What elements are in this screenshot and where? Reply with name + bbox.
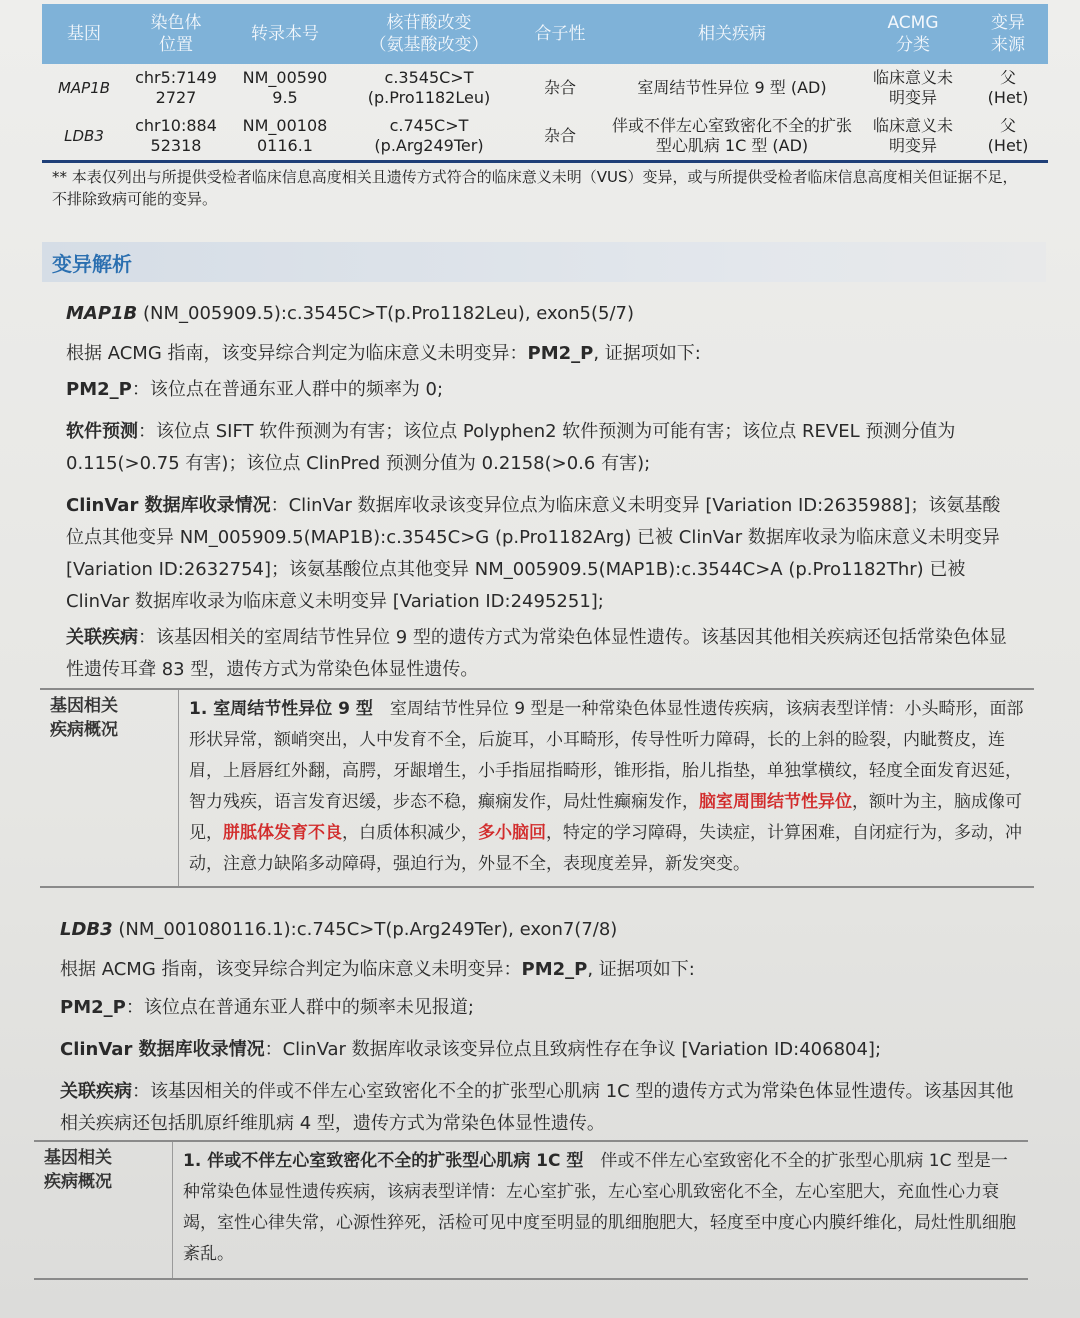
header-nucleotide-change: 核苷酸改变 （氨基酸改变） xyxy=(344,4,514,64)
cell-transcript: NM_00590 9.5 xyxy=(242,68,328,107)
table-footnote: ** 本表仅列出与所提供受检者临床信息高度相关且遗传方式符合的临床意义未明（VUS）变异，或与所提供受检者临床信息高度相关但证据不足，不排除致病可能的变异。 xyxy=(52,168,1018,208)
variant-1-clinvar xyxy=(66,490,1016,618)
cell-disease: 伴或不伴左心室致密化不全的扩张 型心肌病 1C 型 (AD) xyxy=(606,112,858,162)
disease-text: ，额叶为主，脑成像可见， xyxy=(189,792,1022,843)
table-row xyxy=(42,112,1048,162)
pm2-label: PM2_P xyxy=(66,379,132,400)
variant-2-title xyxy=(60,914,1020,946)
assoc-text: ：该基因相关的伴或不伴左心室致密化不全的扩张型心肌病 1C 型的遗传方式为常染色体显性遗传。该基因其他相关疾病还包括肌原纤维肌病 4 型，遗传方式为常染色体显性遗传。 xyxy=(60,1081,1014,1134)
assoc-text: ：该基因相关的室周结节性异位 9 型的遗传方式为常染色体显性遗传。该基因其他相关疾病还包括常染色体显性遗传耳聋 83 型，遗传方式为常染色体显性遗传。 xyxy=(66,627,1007,680)
assoc-label: 关联疾病 xyxy=(60,1081,132,1102)
highlight-text: 胼胝体发育不良 xyxy=(223,823,342,843)
cell-position: chr5:7149 2727 xyxy=(135,68,217,107)
variant-2-acmg xyxy=(60,954,1020,986)
clinvar-text: ：ClinVar 数据库收录该变异位点且致病性存在争议 [Variation ID:406804]; xyxy=(264,1039,882,1060)
disease-title: 1. 室周结节性异位 9 型 xyxy=(189,699,373,719)
header-disease: 相关疾病 xyxy=(606,4,858,64)
acmg-code: PM2_P xyxy=(527,343,594,364)
section-title: 变异解析 xyxy=(52,252,132,276)
variant-1-acmg xyxy=(66,338,1026,370)
variant-table xyxy=(42,4,1048,163)
cell-transcript: NM_00108 0116.1 xyxy=(226,112,344,162)
disease-box-label: 基因相关 疾病概况 xyxy=(50,696,118,740)
variant-1-title xyxy=(66,298,1026,330)
section-header xyxy=(42,242,1046,282)
cell-disease: 室周结节性异位 9 型 (AD) xyxy=(637,78,827,97)
table-row xyxy=(42,64,1048,112)
pm2-text: ：该位点在普通东亚人群中的频率为 0; xyxy=(131,379,444,400)
cell-acmg: 临床意义未 明变异 xyxy=(858,112,968,162)
variant-1-gene: MAP1B xyxy=(66,303,138,324)
variant-2-hgvs: (NM_001080116.1):c.745C>T(p.Arg249Ter), exon7(7/8) xyxy=(112,919,618,940)
variant-1-pm2 xyxy=(66,374,1026,406)
pm2-text: ：该位点在普通东亚人群中的频率未见报道; xyxy=(125,997,474,1018)
disease-title: 1. 伴或不伴左心室致密化不全的扩张型心肌病 1C 型 xyxy=(183,1151,584,1171)
software-label: 软件预测 xyxy=(66,421,138,442)
clinvar-label: ClinVar 数据库收录情况 xyxy=(66,495,271,516)
cell-zygosity: 杂合 xyxy=(514,112,606,162)
header-origin: 变异 来源 xyxy=(968,4,1048,64)
variant-2-clinvar xyxy=(60,1034,1020,1066)
header-zygosity: 合子性 xyxy=(514,4,606,64)
variant-2-associated-disease xyxy=(60,1076,1020,1140)
cell-origin: 父 (Het) xyxy=(968,112,1048,162)
disease-text: 伴或不伴左心室致密化不全的扩张型心肌病 1C 型是一种常染色体显性遗传疾病，该病表型详情：左心室扩张，左心室心肌致密化不全，左心室肥大，充血性心力衰竭，室性心律失常，心源性猝死，活检可见中度至明显的肌细胞肥大，轻度至中度心内膜纤维化，局灶性肌细胞紊乱。 xyxy=(183,1151,1016,1264)
clinvar-text: ：ClinVar 数据库收录该变异位点为临床意义未明变异 [Variation ID:2635988]；该氨基酸位点其他变异 NM_005909.5(MAP1B):c.3545C>G (p.Pro1182Arg) 已被 ClinVar 数据库收录为临床意义未明变异 [Variation ID:2632754]；该氨基酸位点其他变异 NM_005909.5(MAP1B):c.3544C>A (p.Pro1182Thr) 已被 ClinVar 数据库收录为临床意义未明变异 [Variation ID:2495251]; xyxy=(66,495,1001,612)
highlight-text: 多小脑回 xyxy=(478,823,546,843)
assoc-label: 关联疾病 xyxy=(66,627,138,648)
variant-2-pm2 xyxy=(60,992,1020,1024)
clinvar-label: ClinVar 数据库收录情况 xyxy=(60,1039,265,1060)
variant-1-associated-disease xyxy=(66,622,1016,686)
header-transcript: 转录本号 xyxy=(226,4,344,64)
acmg-post: , 证据项如下: xyxy=(587,959,695,980)
pm2-label: PM2_P xyxy=(60,997,126,1018)
acmg-post: , 证据项如下: xyxy=(593,343,701,364)
cell-acmg: 临床意义未 明变异 xyxy=(872,68,953,107)
header-acmg: ACMG 分类 xyxy=(858,4,968,64)
software-text: ：该位点 SIFT 软件预测为有害；该位点 Polyphen2 软件预测为可能有害；该位点 REVEL 预测分值为 0.115(>0.75 有害)；该位点 ClinPred 预测分值为 0.2158(>0.6 有害); xyxy=(66,421,956,474)
header-chrom-position: 染色体 位置 xyxy=(126,4,226,64)
header-gene: 基因 xyxy=(42,4,126,64)
cell-change: c.745C>T (p.Arg249Ter) xyxy=(344,112,514,162)
variant-2-gene: LDB3 xyxy=(60,919,113,940)
variant-1-disease-box xyxy=(40,688,1034,888)
variant-2-disease-box xyxy=(34,1140,1028,1280)
acmg-code: PM2_P xyxy=(521,959,588,980)
acmg-text: 根据 ACMG 指南，该变异综合判定为临床意义未明变异： xyxy=(66,343,528,364)
disease-text: ，白质体积减少， xyxy=(342,823,478,843)
cell-gene: LDB3 xyxy=(42,112,126,162)
variant-1-hgvs: (NM_005909.5):c.3545C>T(p.Pro1182Leu), exon5(5/7) xyxy=(137,303,635,324)
cell-origin: 父 (Het) xyxy=(987,68,1029,107)
highlight-text: 脑室周围结节性异位 xyxy=(699,792,852,812)
disease-box-label: 基因相关 疾病概况 xyxy=(44,1148,112,1192)
cell-position: chr10:884 52318 xyxy=(126,112,226,162)
acmg-text: 根据 ACMG 指南，该变异综合判定为临床意义未明变异： xyxy=(60,959,522,980)
cell-zygosity: 杂合 xyxy=(543,78,576,97)
disease-text: ，特定的学习障碍，失读症，计算困难，自闭症行为，多动，冲动，注意力缺陷多动障碍，强迫行为，外显不全，表现度差异，新发突变。 xyxy=(189,823,1022,874)
table-header-row xyxy=(42,4,1048,64)
cell-gene: MAP1B xyxy=(57,79,111,97)
disease-text: 室周结节性异位 9 型是一种常染色体显性遗传疾病，该病表型详情：小头畸形，面部形状异常，额峭突出，人中发育不全，后旋耳，小耳畸形，传导性听力障碍，长的上斜的睑裂，内眦赘皮，连眉，上唇唇红外翻，高腭，牙龈增生，小手指屈指畸形，锥形指，胎儿指垫，单独掌横纹，轻度全面发育迟延，智力残疾，语言发育迟缓，步态不稳，癫痫发作，局灶性癫痫发作， xyxy=(189,699,1024,812)
disease-box-body xyxy=(178,690,1034,886)
cell-change: c.3545C>T (p.Pro1182Leu) xyxy=(367,68,491,107)
variant-1-software xyxy=(66,416,1006,480)
disease-box-body xyxy=(172,1142,1028,1278)
